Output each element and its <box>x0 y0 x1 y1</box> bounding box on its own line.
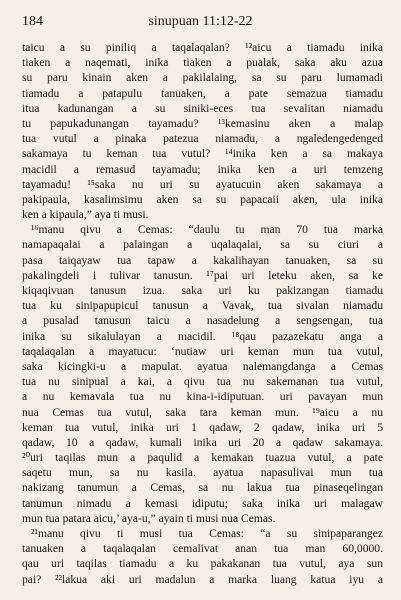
text-line: tanuaken a taqalaqalan cemalivat anan tua man 60,0000. <box>22 542 383 556</box>
text-line: qadaw, 10 a qadaw, kumali inika uri 20 a qadaw sakamaya. <box>22 435 383 449</box>
text-line: ¹⁶manu qivu a Cemas: “daulu tu man 70 tua marka <box>31 223 383 237</box>
page-number: 184 <box>22 14 43 29</box>
text-line: pakalingdeli i tulivar tanusun. ¹⁷pai uri leteku aken, sa ke <box>22 268 383 282</box>
text-line: taicu a su piniliq a taqalaqalan? ¹²aicu a tiamadu inika <box>22 41 383 54</box>
text-line: nakizang tanumun a Cemas, sa nu lakua tua pinaseqelingan <box>22 481 383 495</box>
text-line: pasa taiqayaw tua tapaw a kakalihayan tanuaken, sa su <box>22 253 383 267</box>
text-line: pai? ²²lakua aki uri madalun a marka luang katua iyu a <box>22 572 383 586</box>
text-line: itua kadunangan a su siniki-eces tua sevalitan niamadu <box>22 101 383 115</box>
text-line: kiqaqivuan tanusun izua. saka uri ku pakizangan tiamadu <box>22 284 383 297</box>
text-line: qau uri taqilas tiamadu a ku pakakanan tua vutul, aya sun <box>22 557 383 571</box>
text-line: ²¹manu qivu ti musi tua Cemas: “a su sinipaparangez <box>31 527 383 540</box>
text-line: tua nu sinipual a kai, a qivu tua nu sakemanan tua vutul, <box>22 375 383 389</box>
text-line: tanumun nimadu a kemasi idiputu; saka inika uri malagaw <box>22 496 383 510</box>
text-line: tua vutul a pinaka patezua niamadu, a ngaledengedenged <box>22 132 383 146</box>
body-text <box>22 40 383 587</box>
text-line: saqetu mun, sa nu kasila. ayatua napasulivai mun tua <box>22 466 383 480</box>
text-line: sakamaya tu keman tua vutul? ¹⁴inika ken a sa makaya <box>22 147 383 161</box>
text-line: pakipaula, kasalimsimu aken sa su papacaii aken, ula inika <box>22 192 383 206</box>
text-line: nua Cemas tua vutul, saka tara keman mun. ¹⁹aicu a nu <box>22 405 383 419</box>
text-line: tua ku sinipapupicul tanusun a Vavak, tua sivalan niamadu <box>22 299 383 313</box>
text-line: saka kicingki-u a mapulat. ayatua nalemangdanga a Cemas <box>22 359 383 373</box>
text-line: a nu kemavala tua nu kina-i-idiputuan. uri pavayan mun <box>22 390 383 404</box>
text-line: ken a kipaula,” aya ti musi. <box>22 208 149 222</box>
text-line: a pusalad tanusun taicu a nasadelung a sengsengan, tua <box>22 314 383 328</box>
text-line: su paru kinain aken a pakilalaing, sa su paru lumamadi <box>22 71 383 85</box>
text-line: namapaqalai a palaingan a uqalaqalai, sa su ciuri a <box>22 238 383 252</box>
text-line: tu papukadunangan tayamadu? ¹³kemasinu aken a malap <box>22 116 383 130</box>
running-head: sinupuan 11:12-22 <box>148 14 253 29</box>
text-line: tayamadu! ¹⁵saka nu uri su ayatucuin aken sakamaya a <box>22 177 383 191</box>
text-line: tiamadu a patapulu tanuaken, a pate semazua tiamadu <box>22 86 383 100</box>
page-header <box>22 14 379 32</box>
text-line: keman tua vutul, inika uri 1 qadaw, 2 qadaw, inika uri 5 <box>22 420 383 434</box>
text-line: mun tua patara aicu,’ aya-u,” ayain ti musi nua Cemas. <box>22 511 276 525</box>
text-line: macidil a remasud tayamadu; inika ken a uri temzeng <box>22 162 383 176</box>
text-line: tiaken a naqemati, inika tiaken a pualak, saka aku azua <box>22 56 383 70</box>
text-line: taqalaqalan a mayatucu: ‘nutiaw uri keman mun tua vutul, <box>22 344 383 358</box>
text-line: inika su sikalulayan a macidil. ¹⁸qau pazazekatu anga a <box>22 329 383 343</box>
text-line: ²⁰uri taqilas mun a paqulid a kemakan tuazua vutul, a pate <box>22 451 383 465</box>
